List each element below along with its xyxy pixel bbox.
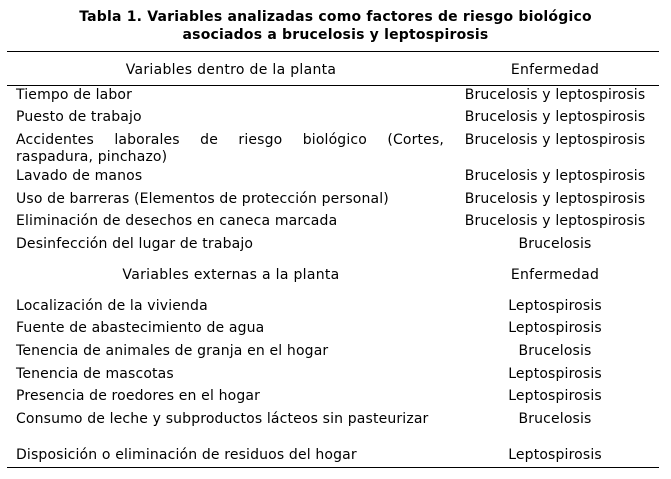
- bottom-rule: [7, 467, 659, 468]
- header-rule: [7, 85, 659, 86]
- table-row-variable: Disposición o eliminación de residuos del hogar: [16, 447, 357, 463]
- table-row-variable: Tenencia de mascotas: [16, 366, 174, 382]
- table-row-disease: Brucelosis y leptospirosis: [464, 213, 646, 229]
- table-row-disease: Brucelosis y leptospirosis: [464, 109, 646, 125]
- table-row-disease: Leptospirosis: [508, 298, 602, 314]
- table-row-variable: Lavado de manos: [16, 168, 143, 184]
- section1-header-variable: Variables dentro de la planta: [125, 62, 337, 78]
- table-row-disease: Brucelosis y leptospirosis: [464, 168, 646, 184]
- table-row-disease: Brucelosis y leptospirosis: [464, 87, 646, 103]
- table-row-variable: Fuente de abastecimiento de agua: [16, 320, 265, 336]
- table-row-variable: Eliminación de desechos en caneca marcada: [16, 213, 338, 229]
- section1-header-disease: Enfermedad: [510, 62, 600, 78]
- table-row-variable: Tenencia de animales de granja en el hogar: [16, 343, 329, 359]
- table-row-variable: Tiempo de labor: [16, 87, 133, 103]
- table-row-disease: Leptospirosis: [508, 388, 602, 404]
- table-row-disease: Leptospirosis: [508, 366, 602, 382]
- table-row-variable: Desinfección del lugar de trabajo: [16, 236, 254, 252]
- table-row-disease: Brucelosis: [518, 411, 592, 427]
- table-row-disease: Leptospirosis: [508, 320, 602, 336]
- table-title-line-1: Tabla 1. Variables analizadas como factores de riesgo biológico: [79, 9, 592, 25]
- table-title-line-2: asociados a brucelosis y leptospirosis: [182, 27, 489, 43]
- table-row-disease: Brucelosis: [518, 343, 592, 359]
- table-row-disease: Brucelosis y leptospirosis: [464, 191, 646, 207]
- table-row-variable: Localización de la vivienda: [16, 298, 208, 314]
- section2-header-disease: Enfermedad: [510, 267, 600, 283]
- table-row-variable: Uso de barreras (Elementos de protección personal): [16, 191, 389, 207]
- table-row-variable: Consumo de leche y subproductos lácteos sin pasteurizar: [16, 411, 429, 427]
- top-rule: [7, 51, 659, 52]
- table-row-disease: Brucelosis: [518, 236, 592, 252]
- table-row-variable: Accidentes laborales de riesgo biológico (Cortes, raspadura, pinchazo): [16, 132, 444, 165]
- table-row-variable: Puesto de trabajo: [16, 109, 142, 125]
- table-row-disease: Leptospirosis: [508, 447, 602, 463]
- table-row-variable: Presencia de roedores en el hogar: [16, 388, 260, 404]
- table-row-disease: Brucelosis y leptospirosis: [464, 132, 646, 148]
- section2-header-variable: Variables externas a la planta: [122, 267, 340, 283]
